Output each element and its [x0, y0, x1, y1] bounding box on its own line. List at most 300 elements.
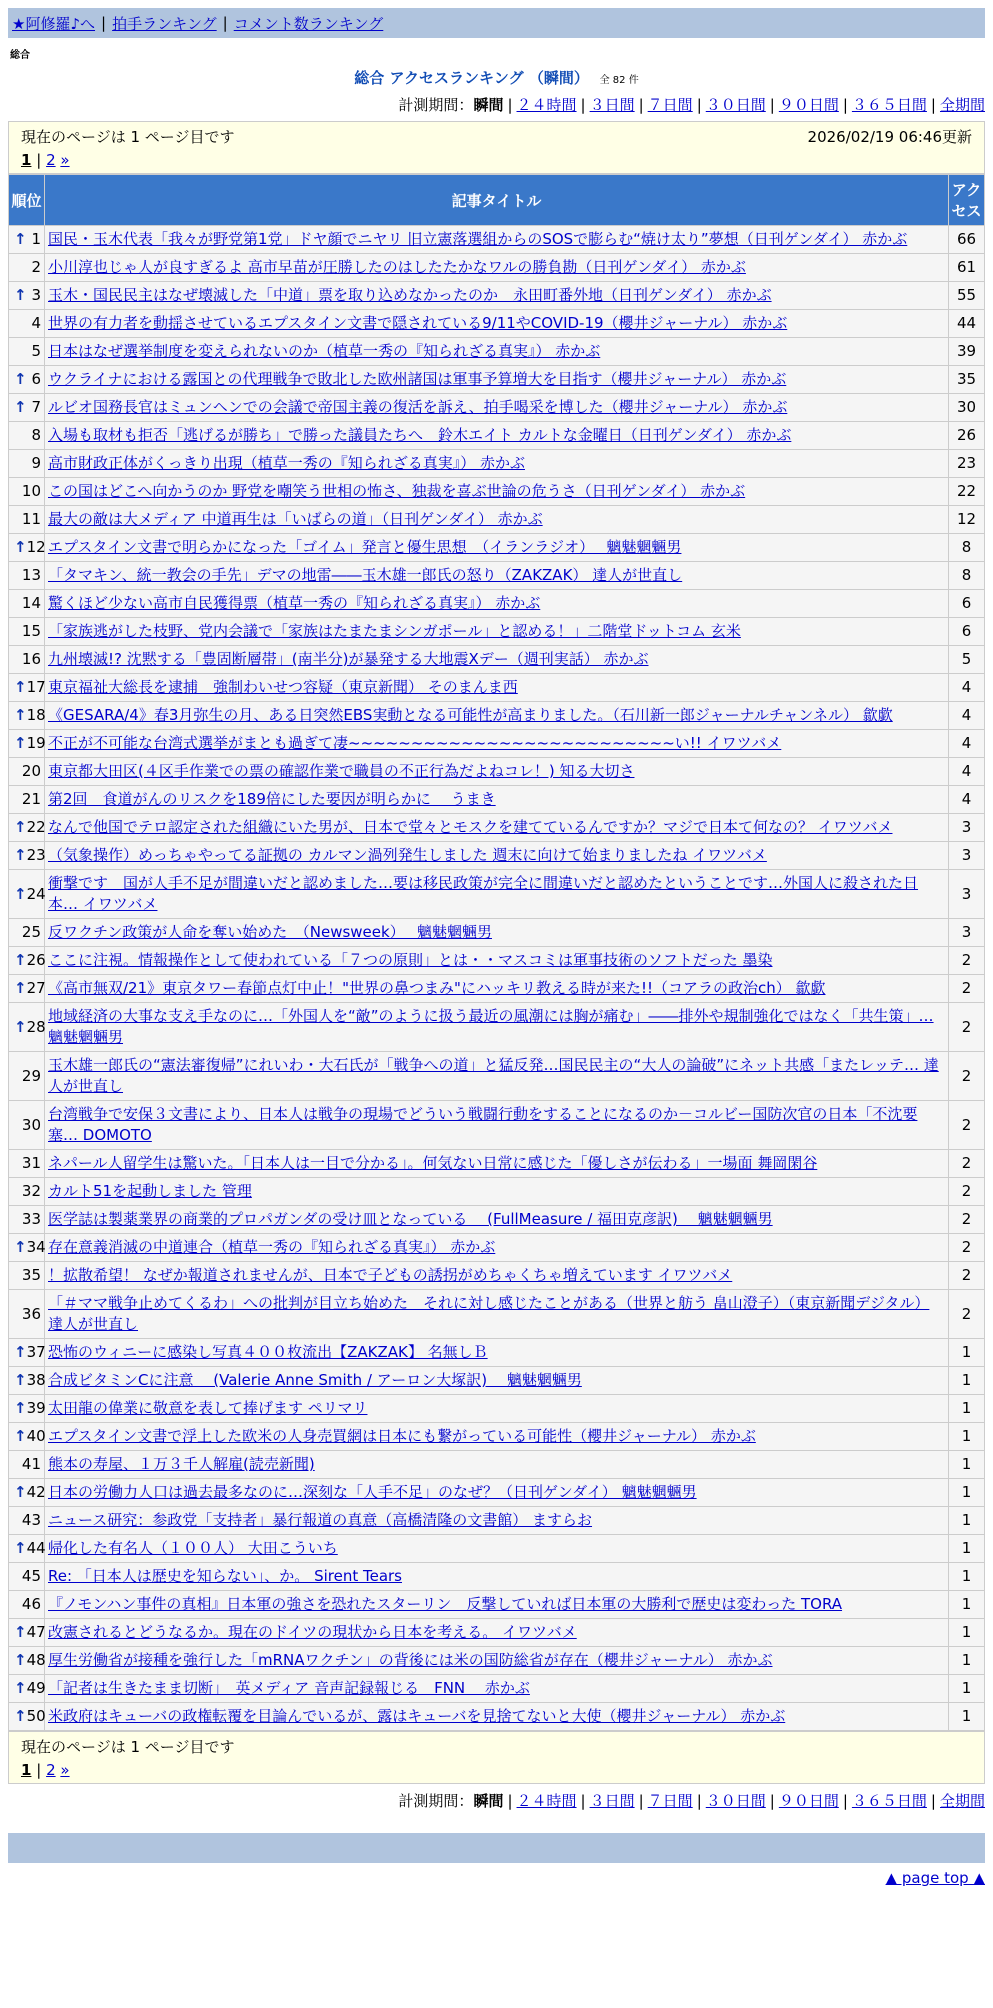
- title-cell: [45, 254, 949, 282]
- rank-cell: [9, 814, 45, 842]
- article-link[interactable]: 医学誌は製薬業界の商業的プロパガンダの受け皿となっている (FullMeasure / 福田克彦訳) 魑魅魍魎男: [48, 1210, 773, 1228]
- access-count: 30: [949, 394, 985, 422]
- table-row: [9, 450, 985, 478]
- article-link[interactable]: 入場も取材も拒否「逃げるが勝ち」で勝った議員たちへ 鈴木エイト カルトな金曜日（日刊ゲンダイ） 赤かぶ: [48, 426, 792, 444]
- period-current: 瞬間: [473, 1792, 504, 1810]
- title-cell: [45, 975, 949, 1003]
- period-link[interactable]: ３日間: [589, 96, 635, 114]
- article-link[interactable]: 最大の敵は大メディア 中道再生は「いばらの道」（日刊ゲンダイ） 赤かぶ: [48, 510, 543, 528]
- period-label: 計測期間：: [398, 1792, 474, 1810]
- rank-up-icon: ↑: [14, 1017, 27, 1036]
- rank-number: 24: [26, 884, 46, 903]
- article-link[interactable]: 驚くほど少ない高市自民獲得票（植草一秀の『知られざる真実』） 赤かぶ: [48, 594, 541, 612]
- rank-number: 32: [21, 1182, 41, 1200]
- access-count: 3: [949, 814, 985, 842]
- rank-up-icon: ↑: [14, 1623, 27, 1641]
- current-page-text: 現在のページは 1 ページ目です: [21, 1738, 235, 1756]
- article-link[interactable]: 改憲されるとどうなるか。現在のドイツの現状から日本を考える。 イワツバメ: [48, 1623, 577, 1641]
- rank-cell: [9, 1507, 45, 1535]
- rank-number: 45: [21, 1567, 41, 1585]
- table-row: [9, 506, 985, 534]
- title-cell: [45, 1591, 949, 1619]
- rank-number: 20: [21, 762, 41, 780]
- clap-ranking-link[interactable]: 拍手ランキング: [112, 14, 217, 33]
- period-link[interactable]: ３０日間: [705, 1792, 766, 1810]
- comment-ranking-link[interactable]: コメント数ランキング: [233, 14, 384, 33]
- period-link[interactable]: ２４時間: [516, 1792, 577, 1810]
- article-link[interactable]: 小川淳也じゃ人が良すぎるよ 高市早苗が圧勝したのはしたたかなワルの勝負勘（日刊ゲンダイ） 赤かぶ: [48, 258, 746, 276]
- table-row: [9, 1619, 985, 1647]
- table-row: [9, 1206, 985, 1234]
- rank-cell: [9, 1003, 45, 1052]
- table-row: [9, 1339, 985, 1367]
- period-label: 計測期間：: [398, 96, 474, 114]
- rank-cell: [9, 1234, 45, 1262]
- page-2-link[interactable]: 2: [46, 151, 56, 169]
- rank-cell: [9, 282, 45, 310]
- rank-number: 9: [31, 454, 41, 472]
- access-count: 3: [949, 870, 985, 919]
- table-row: [9, 1003, 985, 1052]
- title-cell: [45, 702, 949, 730]
- article-link[interactable]: 台湾戦争で安保３文書により、日本人は戦争の現場でどういう戦闘行動をすることになるのか－コルビー国防次官の日本「不沈要塞… DOMOTO: [48, 1105, 918, 1144]
- title-cell: [45, 1150, 949, 1178]
- article-link[interactable]: 「家族逃がした枝野、党内会議で「家族はたまたまシンガポール」と認める！」二階堂ドットコム 玄米: [48, 622, 741, 640]
- article-link[interactable]: カルト51を起動しました 管理: [48, 1182, 252, 1200]
- access-count: 4: [949, 674, 985, 702]
- access-count: 22: [949, 478, 985, 506]
- period-separator: |: [507, 96, 513, 114]
- article-link[interactable]: 米政府はキューバの政権転覆を目論んでいるが、露はキューバを見捨てないと大使（櫻井ジャーナル） 赤かぶ: [48, 1707, 786, 1725]
- title-cell: [45, 1290, 949, 1339]
- article-link[interactable]: 《高市無双/21》東京タワー春節点灯中止！"世界の鼻つまみ"にハッキリ教える時が来た!!（コアラの政治ch） 歙歔: [48, 979, 826, 997]
- table-header-row: [9, 175, 985, 226]
- table-row: [9, 1479, 985, 1507]
- rank-number: 12: [26, 538, 46, 556]
- table-row: [9, 254, 985, 282]
- rank-number: 29: [21, 1066, 41, 1085]
- rank-number: 36: [21, 1304, 41, 1323]
- page-separator: |: [36, 151, 42, 169]
- item-count: 全 82 件: [599, 75, 639, 86]
- rank-up-icon: ↑: [14, 1371, 27, 1389]
- title-header: 記事タイトル: [45, 175, 949, 226]
- access-count: 1: [949, 1423, 985, 1451]
- rank-up-icon: ↑: [14, 1399, 27, 1417]
- rank-number: 5: [31, 342, 41, 360]
- ranking-title: 総合 アクセスランキング （瞬間）: [354, 69, 589, 87]
- title-cell: [45, 226, 949, 254]
- article-link[interactable]: 玉木・国民民主はなぜ壊滅した「中道」票を取り込めなかったのか 永田町番外地（日刊ゲンダイ） 赤かぶ: [48, 286, 772, 304]
- title-cell: [45, 534, 949, 562]
- title-cell: [45, 1619, 949, 1647]
- period-separator: |: [696, 1792, 702, 1810]
- period-link[interactable]: ３６５日間: [851, 1792, 927, 1810]
- access-count: 66: [949, 226, 985, 254]
- title-cell: [45, 450, 949, 478]
- article-link[interactable]: ！拡散希望！ なぜか報道されませんが、日本で子どもの誘拐がめちゃくちゃ増えています イワツバメ: [48, 1266, 733, 1284]
- rank-number: 33: [21, 1210, 41, 1228]
- article-link[interactable]: 《GESARA/4》春3月弥生の月、ある日突然EBS実動となる可能性が高まりました。（石川新一郎ジャーナルチャンネル） 歙歔: [48, 706, 893, 724]
- rank-cell: [9, 1290, 45, 1339]
- rank-cell: [9, 947, 45, 975]
- table-row: [9, 226, 985, 254]
- article-link[interactable]: 第2回 食道がんのリスクを189倍にした要因が明らかに うまき: [48, 790, 496, 808]
- table-row: [9, 366, 985, 394]
- rank-number: 13: [21, 566, 41, 584]
- article-link[interactable]: エプスタイン文書で明らかになった「ゴイム」発言と優生思想 （イランラジオ） 魑魅魍魎男: [48, 538, 682, 556]
- home-link[interactable]: ★阿修羅♪へ: [12, 14, 96, 33]
- rank-number: 2: [31, 258, 41, 276]
- rank-cell: [9, 226, 45, 254]
- access-count: 1: [949, 1563, 985, 1591]
- access-count: 23: [949, 450, 985, 478]
- title-cell: [45, 282, 949, 310]
- article-link[interactable]: ここに注視。情報操作として使われている「７つの原則」とは・・マスコミは軍事技術のソフトだった 墨染: [48, 951, 773, 969]
- table-row: [9, 919, 985, 947]
- access-count: 1: [949, 1535, 985, 1563]
- article-link[interactable]: 衝撃です 国が人手不足が間違いだと認めました…要は移民政策が完全に間違いだと認めたということです…外国人に殺された日本… イワツバメ: [48, 874, 919, 913]
- period-link[interactable]: ９０日間: [778, 96, 839, 114]
- article-link[interactable]: 日本はなぜ選挙制度を変えられないのか（植草一秀の『知られざる真実』） 赤かぶ: [48, 342, 601, 360]
- period-link[interactable]: ３０日間: [705, 96, 766, 114]
- article-link[interactable]: 不正が不可能な台湾式選挙がまとも過ぎて凄~~~~~~~~~~~~~~~~~~~~~~~~~~い!! イワツバメ: [48, 734, 782, 752]
- rank-number: 38: [26, 1371, 46, 1389]
- rank-up-icon: ↑: [14, 286, 27, 304]
- access-count: 2: [949, 1052, 985, 1101]
- rank-number: 44: [26, 1539, 46, 1557]
- article-link[interactable]: 太田龍の偉業に敬意を表して捧げます ペリマリ: [48, 1399, 368, 1417]
- table-row: [9, 842, 985, 870]
- rank-up-icon: ↑: [14, 1679, 27, 1697]
- access-count: 6: [949, 590, 985, 618]
- rank-number: 21: [21, 790, 41, 808]
- title-cell: [45, 1507, 949, 1535]
- rank-number: 28: [26, 1017, 46, 1036]
- rank-number: 10: [21, 482, 41, 500]
- rank-cell: [9, 1423, 45, 1451]
- period-link[interactable]: ３日間: [589, 1792, 635, 1810]
- access-count: 2: [949, 1101, 985, 1150]
- access-count: 4: [949, 786, 985, 814]
- rank-number: 6: [31, 370, 41, 388]
- article-link[interactable]: 高市財政正体がくっきり出現（植草一秀の『知られざる真実』） 赤かぶ: [48, 454, 525, 472]
- table-row: [9, 1563, 985, 1591]
- title-cell: [45, 422, 949, 450]
- rank-number: 37: [26, 1343, 46, 1361]
- article-link[interactable]: 「＃ママ戦争止めてくるわ」への批判が目立ち始めた それに対し感じたことがある（世界と舫う 畠山澄子）（東京新聞デジタル） 達人が世直し: [48, 1294, 930, 1333]
- article-link[interactable]: 帰化した有名人（１００人） 大田こういち: [48, 1539, 338, 1557]
- rank-cell: [9, 975, 45, 1003]
- rank-cell: [9, 1395, 45, 1423]
- access-count: 2: [949, 1234, 985, 1262]
- next-page-link[interactable]: »: [60, 1761, 70, 1779]
- rank-cell: [9, 646, 45, 674]
- rank-cell: [9, 506, 45, 534]
- title-cell: [45, 394, 949, 422]
- access-count: 1: [949, 1367, 985, 1395]
- article-link[interactable]: 東京都大田区(４区手作業での票の確認作業で職員の不正行為だよねコレ！) 知る大切さ: [48, 762, 635, 780]
- title-cell: [45, 1395, 949, 1423]
- rank-cell: [9, 1535, 45, 1563]
- period-link[interactable]: ９０日間: [778, 1792, 839, 1810]
- access-count: 1: [949, 1339, 985, 1367]
- title-cell: [45, 506, 949, 534]
- article-link[interactable]: 『ノモンハン事件の真相』日本軍の強さを恐れたスターリン 反撃していれば日本軍の大勝利で歴史は変わった TORA: [48, 1595, 843, 1613]
- table-row: [9, 1703, 985, 1731]
- period-separator: |: [580, 1792, 586, 1810]
- rank-number: 22: [26, 818, 46, 836]
- table-row: [9, 1451, 985, 1479]
- rank-cell: [9, 1262, 45, 1290]
- table-row: [9, 1535, 985, 1563]
- period-link[interactable]: 全期間: [939, 96, 985, 114]
- table-row: [9, 786, 985, 814]
- rank-cell: [9, 366, 45, 394]
- rank-number: 8: [31, 426, 41, 444]
- rank-up-icon: ↑: [14, 398, 27, 416]
- access-count: 2: [949, 1003, 985, 1052]
- period-separator: |: [769, 1792, 775, 1810]
- rank-up-icon: ↑: [14, 1483, 27, 1501]
- table-row: [9, 590, 985, 618]
- period-separator: |: [638, 96, 644, 114]
- table-row: [9, 975, 985, 1003]
- rank-cell: [9, 254, 45, 282]
- rank-number: 27: [26, 979, 46, 997]
- rank-cell: [9, 590, 45, 618]
- title-cell: [45, 590, 949, 618]
- access-count: 8: [949, 562, 985, 590]
- title-cell: [45, 646, 949, 674]
- article-link[interactable]: Re: 「日本人は歴史を知らない」、か。 Sirent Tears: [48, 1567, 402, 1585]
- access-count: 3: [949, 919, 985, 947]
- table-row: [9, 1052, 985, 1101]
- article-link[interactable]: 東京福祉大総長を逮捕 強制わいせつ容疑（東京新聞） そのまんま西: [48, 678, 518, 696]
- title-cell: [45, 478, 949, 506]
- rank-up-icon: ↑: [14, 1539, 27, 1557]
- rank-number: 26: [26, 951, 46, 969]
- page-1-current: 1: [21, 151, 32, 169]
- period-link[interactable]: ３６５日間: [851, 96, 927, 114]
- article-link[interactable]: 合成ビタミンCに注意 (Valerie Anne Smith / アーロン大塚訳) 魑魅魍魎男: [48, 1371, 582, 1389]
- access-count: 1: [949, 1479, 985, 1507]
- period-separator: |: [930, 1792, 936, 1810]
- access-count: 1: [949, 1451, 985, 1479]
- rank-number: 7: [31, 398, 41, 416]
- rank-number: 30: [21, 1115, 41, 1134]
- rank-cell: [9, 1703, 45, 1731]
- title-cell: [45, 1563, 949, 1591]
- table-row: [9, 674, 985, 702]
- table-row: [9, 562, 985, 590]
- access-count: 1: [949, 1647, 985, 1675]
- rank-number: 11: [21, 510, 41, 528]
- next-page-link[interactable]: »: [60, 151, 70, 169]
- table-row: [9, 646, 985, 674]
- access-count: 1: [949, 1591, 985, 1619]
- access-count: 4: [949, 730, 985, 758]
- access-count: 35: [949, 366, 985, 394]
- rank-number: 39: [26, 1399, 46, 1417]
- table-row: [9, 1675, 985, 1703]
- rank-number: 48: [26, 1651, 46, 1669]
- access-count: 6: [949, 618, 985, 646]
- table-row: [9, 618, 985, 646]
- period-selector-bottom: [8, 1790, 985, 1811]
- title-cell: [45, 1178, 949, 1206]
- rank-number: 4: [31, 314, 41, 332]
- access-count: 3: [949, 842, 985, 870]
- period-link[interactable]: ７日間: [647, 1792, 693, 1810]
- rank-number: 34: [26, 1238, 46, 1256]
- top-nav-bar: [8, 8, 985, 38]
- rank-cell: [9, 870, 45, 919]
- rank-number: 23: [26, 846, 46, 864]
- period-separator: |: [842, 1792, 848, 1810]
- table-row: [9, 534, 985, 562]
- table-row: [9, 1591, 985, 1619]
- article-link[interactable]: 日本の労働力人口は過去最多なのに…深刻な「人手不足」のなぜ？（日刊ゲンダイ） 魑魅魍魎男: [48, 1483, 697, 1501]
- access-count: 1: [949, 1507, 985, 1535]
- access-count: 2: [949, 1178, 985, 1206]
- ranking-table: [8, 174, 985, 1731]
- article-link[interactable]: この国はどこへ向かうのか 野党を嘲笑う世相の怖さ、独裁を喜ぶ世論の危うさ（日刊ゲンダイ） 赤かぶ: [48, 482, 746, 500]
- access-count: 12: [949, 506, 985, 534]
- paging-box-bottom: [8, 1731, 985, 1784]
- article-link[interactable]: ニュース研究：参政党「支持者」暴行報道の真意（高橋清隆の文書館） ますらお: [48, 1511, 593, 1529]
- rank-cell: [9, 618, 45, 646]
- article-link[interactable]: 玉木雄一郎氏の“憲法審復帰”にれいわ・大石氏が「戦争への道」と猛反発…国民民主の“大人の論破”にネット共感「またレッテ… 達人が世直し: [48, 1056, 939, 1095]
- table-row: [9, 338, 985, 366]
- rank-up-icon: ↑: [14, 230, 27, 248]
- page-top-link[interactable]: ▲ page top ▲: [885, 1869, 985, 1887]
- rank-cell: [9, 310, 45, 338]
- article-link[interactable]: 反ワクチン政策が人命を奪い始めた （Newsweek） 魑魅魍魎男: [48, 923, 492, 941]
- access-count: 44: [949, 310, 985, 338]
- access-count: 5: [949, 646, 985, 674]
- article-link[interactable]: 九州壊滅!? 沈黙する「豊固断層帯」(南半分)が暴発する大地震Xデー（週刊実話） 赤かぶ: [48, 650, 649, 668]
- article-link[interactable]: 存在意義消滅の中道連合（植草一秀の『知られざる真実』） 赤かぶ: [48, 1238, 496, 1256]
- table-row: [9, 478, 985, 506]
- title-cell: [45, 1451, 949, 1479]
- rank-number: 19: [26, 734, 46, 752]
- rank-up-icon: ↑: [14, 370, 27, 388]
- rank-number: 25: [21, 923, 41, 941]
- table-row: [9, 870, 985, 919]
- article-link[interactable]: 熊本の寿屋、１万３千人解雇(読売新聞): [48, 1455, 315, 1473]
- access-count: 55: [949, 282, 985, 310]
- rank-number: 31: [21, 1154, 41, 1172]
- rank-number: 46: [21, 1595, 41, 1613]
- rank-number: 3: [31, 286, 41, 304]
- table-row: [9, 814, 985, 842]
- rank-cell: [9, 534, 45, 562]
- table-row: [9, 1423, 985, 1451]
- title-cell: [45, 1647, 949, 1675]
- rank-cell: [9, 450, 45, 478]
- article-link[interactable]: エプスタイン文書で浮上した欧米の人身売買網は日本にも繋がっている可能性（櫻井ジャーナル） 赤かぶ: [48, 1427, 756, 1445]
- access-count: 2: [949, 1290, 985, 1339]
- article-link[interactable]: 地域経済の大事な支え手なのに…「外国人を“敵”のように扱う最近の風潮には胸が痛む」――排外や規制強化ではなく「共生策」… 魑魅魍魎男: [48, 1007, 934, 1046]
- rank-up-icon: ↑: [14, 979, 27, 997]
- title-cell: [45, 1052, 949, 1101]
- table-row: [9, 422, 985, 450]
- period-separator: |: [769, 96, 775, 114]
- period-link[interactable]: ２４時間: [516, 96, 577, 114]
- rank-number: 17: [26, 678, 46, 696]
- table-row: [9, 702, 985, 730]
- article-link[interactable]: ルビオ国務長官はミュンヘンでの会議で帝国主義の復活を訴え、拍手喝采を博した（櫻井ジャーナル） 赤かぶ: [48, 398, 788, 416]
- article-link[interactable]: 「記者は生きたまま切断」 英メディア 音声記録報じる FNN 赤かぶ: [48, 1679, 530, 1697]
- article-link[interactable]: 国民・玉木代表「我々が野党第1党」ドヤ顔でニヤリ 旧立憲落選組からのSOSで膨らむ“焼け太り”夢想（日刊ゲンダイ） 赤かぶ: [48, 230, 908, 248]
- rank-up-icon: ↑: [14, 1238, 27, 1256]
- table-row: [9, 1150, 985, 1178]
- access-count: 1: [949, 1675, 985, 1703]
- table-row: [9, 394, 985, 422]
- table-row: [9, 1507, 985, 1535]
- article-link[interactable]: （気象操作）めっちゃやってる証拠の カルマン渦列発生しました 週末に向けて始まりましたね イワツバメ: [48, 846, 767, 864]
- title-cell: [45, 674, 949, 702]
- ranking-heading: [0, 67, 993, 88]
- article-link[interactable]: 「タマキン、統一教会の手先」デマの地雷――玉木雄一郎氏の怒り（ZAKZAK） 達人が世直し: [48, 566, 683, 584]
- article-link[interactable]: 恐怖のウィニーに感染し写真４００枚流出【ZAKZAK】 名無しＢ: [48, 1343, 488, 1361]
- title-cell: [45, 814, 949, 842]
- bottom-bar: [8, 1833, 985, 1863]
- rank-up-icon: ↑: [14, 1427, 27, 1445]
- period-link[interactable]: 全期間: [939, 1792, 985, 1810]
- rank-cell: [9, 702, 45, 730]
- title-cell: [45, 842, 949, 870]
- rank-cell: [9, 758, 45, 786]
- article-link[interactable]: ネパール人留学生は驚いた。「日本人は一目で分かる」。何気ない日常に感じた「優しさが伝わる」一場面 舞岡閑谷: [48, 1154, 818, 1172]
- access-count: 4: [949, 758, 985, 786]
- rank-cell: [9, 1675, 45, 1703]
- title-cell: [45, 1423, 949, 1451]
- period-separator: |: [842, 96, 848, 114]
- title-cell: [45, 1703, 949, 1731]
- access-count: 39: [949, 338, 985, 366]
- footer: [8, 1869, 985, 1887]
- access-count: 26: [949, 422, 985, 450]
- rank-up-icon: ↑: [14, 538, 27, 556]
- rank-cell: [9, 394, 45, 422]
- rank-up-icon: ↑: [14, 1651, 27, 1669]
- access-count: 8: [949, 534, 985, 562]
- article-link[interactable]: なんで他国でテロ認定された組織にいた男が、日本で堂々とモスクを建てているんですか？マジで日本て何なの？ イワツバメ: [48, 818, 893, 836]
- title-cell: [45, 786, 949, 814]
- access-count: 2: [949, 1262, 985, 1290]
- title-cell: [45, 919, 949, 947]
- rank-cell: [9, 1563, 45, 1591]
- title-cell: [45, 1206, 949, 1234]
- page-1-current: 1: [21, 1761, 32, 1779]
- rank-number: 41: [21, 1455, 41, 1473]
- access-count: 1: [949, 1395, 985, 1423]
- access-count: 61: [949, 254, 985, 282]
- page-separator: |: [36, 1761, 42, 1779]
- article-link[interactable]: 厚生労働省が接種を強行した「mRNAワクチン」の背後には米の国防総省が存在（櫻井ジャーナル） 赤かぶ: [48, 1651, 773, 1669]
- period-link[interactable]: ７日間: [647, 96, 693, 114]
- rank-number: 1: [31, 230, 41, 248]
- article-link[interactable]: ウクライナにおける露国との代理戦争で敗北した欧州諸国は軍事予算増大を目指す（櫻井ジャーナル） 赤かぶ: [48, 370, 787, 388]
- article-link[interactable]: 世界の有力者を動揺させているエプスタイン文書で隠されている9/11やCOVID-19（櫻井ジャーナル） 赤かぶ: [48, 314, 788, 332]
- period-separator: |: [580, 96, 586, 114]
- rank-number: 15: [21, 622, 41, 640]
- page-2-link[interactable]: 2: [46, 1761, 56, 1779]
- rank-cell: [9, 1479, 45, 1507]
- access-count: 1: [949, 1619, 985, 1647]
